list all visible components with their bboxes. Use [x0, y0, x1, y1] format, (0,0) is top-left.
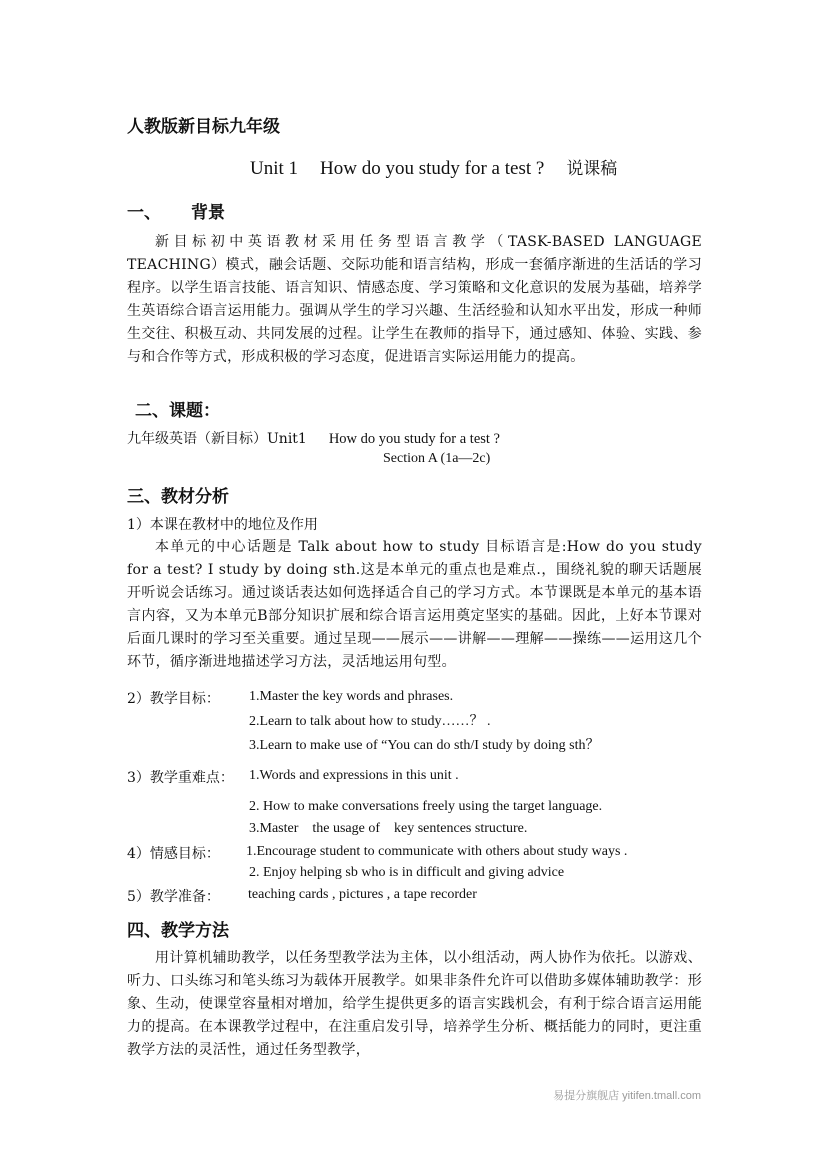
- section-number: 一、: [127, 203, 161, 223]
- section-title: 背景: [191, 203, 225, 223]
- emotion-item: 2. Enjoy helping sb who is in difficult and giving advice: [249, 865, 565, 880]
- background-paragraph: 新目标初中英语教材采用任务型语言教学（TASK-BASED LANGUAGE TEACHING）模式，融会话题、交际功能和语言结构，形成一套循序渐进的生活话的学习程序。以学生语言技能、语言知识、情感态度、学习策略和文化意识的发展为基础，培养学生英语综合语言运用能力。强调从学生的学习兴趣、生活经验和认知水平出发，形成一种师生交往、积极互动、共同发展的过程。让学生在教师的指导下，通过感知、体验、实践、参与和合作等方式，形成积极的学习态度，促进语言实际运用能力的提高。: [127, 234, 702, 365]
- emotion-item: 1.Encourage student to communicate with others about study ways .: [246, 844, 628, 859]
- key-points-label: 3）教学重难点：: [127, 770, 234, 786]
- doc-title: [250, 154, 617, 180]
- section-heading-analysis: 三、教材分析: [127, 487, 229, 507]
- method-paragraph: 用计算机辅助教学，以任务型教学法为主体，以小组活动，两人协作为依托。以游戏、听力、口头练习和笔头练习为载体开展教学。如果非条件允许可以借助多媒体辅助教学：形象、生动，使课堂容量相对增加，给学生提供更多的语言实践机会，有利于综合语言运用能力的提高。在本课教学过程中，在注重启发引导，培养学生分析、概括能力的同时，更注重教学方法的灵活性，通过任务型教学，: [127, 950, 702, 1058]
- key-point-item: 1.Words and expressions in this unit .: [249, 768, 459, 783]
- unit-question: How do you study for a test ?: [320, 158, 545, 179]
- unit-label: Unit 1: [250, 158, 299, 179]
- section-range: Section A (1a—2c): [383, 451, 491, 466]
- objectives-label: 2）教学目标：: [127, 691, 220, 707]
- course-line: [127, 428, 500, 448]
- objective-item: 1.Master the key words and phrases.: [249, 689, 454, 704]
- emotion-label: 4）情感目标：: [127, 846, 220, 862]
- course-name: 九年级英语（新目标）Unit1: [127, 431, 307, 447]
- objective-item: 3.Learn to make use of “You can do sth/I study by doing sth？: [249, 738, 600, 753]
- prep-label: 5）教学准备：: [127, 889, 220, 905]
- watermark-text: 易提分旗舰店 yitifen.tmall.com: [553, 1090, 701, 1102]
- doc-type: 说课稿: [566, 159, 618, 179]
- key-point-item: 2. How to make conversations freely using the target language.: [249, 799, 603, 814]
- key-point-item: 3.Master the usage of key sentences structure.: [249, 821, 528, 836]
- course-question: How do you study for a test ?: [328, 431, 500, 447]
- publisher-line: 人教版新目标九年级: [127, 117, 280, 137]
- section-heading-method: 四、教学方法: [127, 921, 229, 941]
- prep-text: teaching cards , pictures , a tape recorder: [248, 887, 477, 902]
- role-paragraph: 本单元的中心话题是 Talk about how to study 目标语言是:How do you study for a test? I study by doing sth.这是本单元的重点也是难点.，围绕礼貌的聊天话题展开听说会话练习。通过谈话表达如何选择适合自己的学习方式。本节课既是本单元的基本语言内容，又为本单元B部分知识扩展和综合语言运用奠定坚实的基础。因此，上好本节课对后面几课时的学习至关重要。通过呈现——展示——讲解——理解——操练——运用这几个环节，循序渐进地描述学习方法，灵活地运用句型。: [127, 539, 702, 670]
- sub-title-role: 1）本课在教材中的地位及作用: [127, 517, 318, 533]
- section-heading-topic: 二、课题：: [135, 401, 220, 421]
- objective-item: 2.Learn to talk about how to study……？ .: [249, 714, 491, 729]
- section-heading-background: [127, 198, 702, 223]
